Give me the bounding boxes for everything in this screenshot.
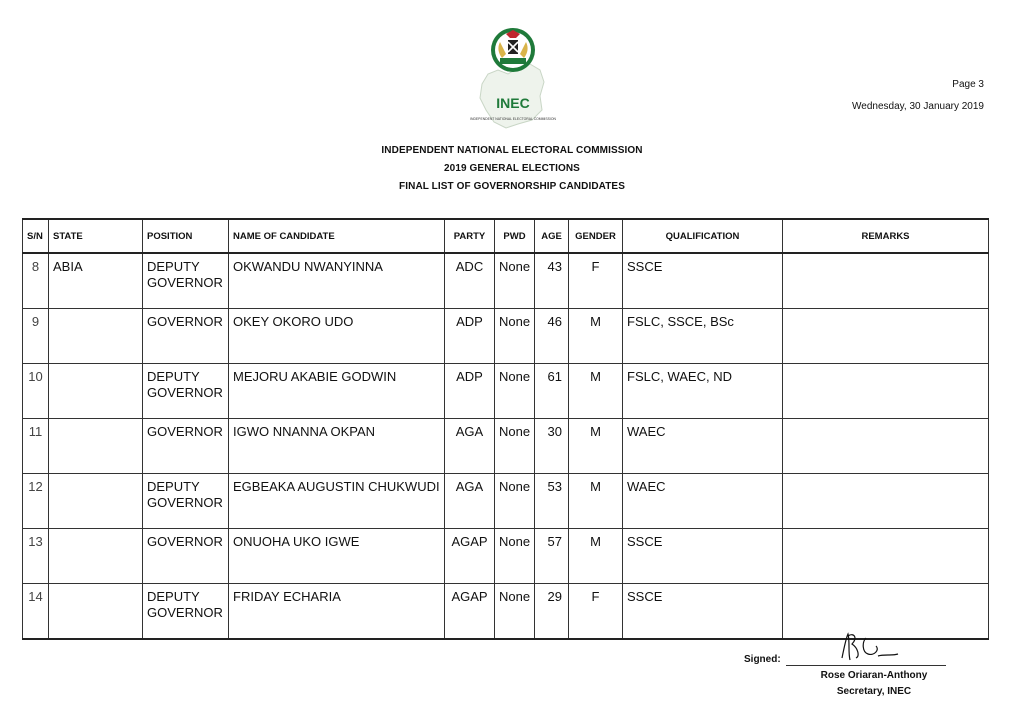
cell-qualification: FSLC, SSCE, BSc bbox=[623, 309, 783, 364]
header-party: PARTY bbox=[445, 219, 495, 253]
page-number: Page 3 bbox=[952, 79, 984, 90]
cell-gender: M bbox=[569, 364, 623, 419]
cell-name: OKEY OKORO UDO bbox=[229, 309, 445, 364]
cell-position bbox=[143, 529, 229, 584]
header-position: POSITION bbox=[143, 219, 229, 253]
cell-remarks bbox=[783, 253, 989, 309]
signed-label: Signed: bbox=[744, 654, 781, 665]
heading-elections: 2019 GENERAL ELECTIONS bbox=[444, 163, 580, 174]
header-name: NAME OF CANDIDATE bbox=[229, 219, 445, 253]
signer-title: Secretary, INEC bbox=[836, 686, 912, 697]
cell-sn: 10 bbox=[23, 364, 49, 419]
cell-position bbox=[143, 474, 229, 529]
position-line: DEPUTY bbox=[147, 259, 200, 274]
cell-state: ABIA bbox=[49, 253, 143, 309]
cell-position bbox=[143, 419, 229, 474]
cell-gender: M bbox=[569, 419, 623, 474]
cell-qualification: SSCE bbox=[623, 529, 783, 584]
cell-position bbox=[143, 253, 229, 309]
cell-name: IGWO NNANNA OKPAN bbox=[229, 419, 445, 474]
cell-gender: M bbox=[569, 529, 623, 584]
handwritten-signature bbox=[836, 628, 900, 664]
position-line: DEPUTY bbox=[147, 589, 200, 604]
position-line: GOVERNOR bbox=[147, 534, 223, 549]
cell-pwd: None bbox=[495, 419, 535, 474]
cell-sn: 14 bbox=[23, 584, 49, 640]
header-gender: GENDER bbox=[569, 219, 623, 253]
cell-name: MEJORU AKABIE GODWIN bbox=[229, 364, 445, 419]
logo-subtext: INDEPENDENT NATIONAL ELECTORAL COMMISSION bbox=[470, 117, 556, 121]
cell-gender: F bbox=[569, 253, 623, 309]
table-row bbox=[23, 474, 989, 529]
header-age: AGE bbox=[535, 219, 569, 253]
cell-name: EGBEAKA AUGUSTIN CHUKWUDI bbox=[229, 474, 445, 529]
inec-logo bbox=[470, 24, 556, 136]
cell-sn: 11 bbox=[23, 419, 49, 474]
cell-gender: M bbox=[569, 309, 623, 364]
cell-state bbox=[49, 584, 143, 640]
cell-name: OKWANDU NWANYINNA bbox=[229, 253, 445, 309]
cell-qualification: SSCE bbox=[623, 584, 783, 640]
cell-state bbox=[49, 419, 143, 474]
cell-position bbox=[143, 364, 229, 419]
cell-sn: 9 bbox=[23, 309, 49, 364]
cell-pwd: None bbox=[495, 529, 535, 584]
cell-age: 53 bbox=[535, 474, 569, 529]
cell-remarks bbox=[783, 474, 989, 529]
table-row bbox=[23, 364, 989, 419]
candidates-table bbox=[22, 218, 989, 640]
cell-position bbox=[143, 584, 229, 640]
heading-list-title: FINAL LIST OF GOVERNORSHIP CANDIDATES bbox=[399, 181, 625, 192]
cell-party: AGAP bbox=[445, 529, 495, 584]
header-sn: S/N bbox=[23, 219, 49, 253]
position-line: DEPUTY bbox=[147, 479, 200, 494]
cell-remarks bbox=[783, 529, 989, 584]
cell-sn: 13 bbox=[23, 529, 49, 584]
cell-position bbox=[143, 309, 229, 364]
cell-remarks bbox=[783, 364, 989, 419]
position-line: GOVERNOR bbox=[147, 605, 223, 620]
cell-state bbox=[49, 474, 143, 529]
cell-pwd: None bbox=[495, 584, 535, 640]
document-headings bbox=[0, 142, 1024, 196]
cell-name: ONUOHA UKO IGWE bbox=[229, 529, 445, 584]
cell-party: AGA bbox=[445, 474, 495, 529]
position-line: GOVERNOR bbox=[147, 314, 223, 329]
position-line: GOVERNOR bbox=[147, 424, 223, 439]
cell-party: ADC bbox=[445, 253, 495, 309]
header-qualification: QUALIFICATION bbox=[623, 219, 783, 253]
cell-pwd: None bbox=[495, 364, 535, 419]
cell-pwd: None bbox=[495, 309, 535, 364]
cell-party: ADP bbox=[445, 364, 495, 419]
header-state: STATE bbox=[49, 219, 143, 253]
cell-sn: 8 bbox=[23, 253, 49, 309]
cell-age: 61 bbox=[535, 364, 569, 419]
cell-remarks bbox=[783, 419, 989, 474]
table-header-row bbox=[23, 219, 989, 253]
cell-gender: F bbox=[569, 584, 623, 640]
cell-party: AGA bbox=[445, 419, 495, 474]
cell-state bbox=[49, 364, 143, 419]
position-line: GOVERNOR bbox=[147, 275, 223, 290]
cell-qualification: FSLC, WAEC, ND bbox=[623, 364, 783, 419]
cell-remarks bbox=[783, 309, 989, 364]
header-remarks: REMARKS bbox=[783, 219, 989, 253]
heading-commission: INDEPENDENT NATIONAL ELECTORAL COMMISSION bbox=[381, 145, 643, 156]
signer-name: Rose Oriaran-Anthony bbox=[820, 670, 928, 681]
page-meta bbox=[852, 74, 984, 118]
cell-age: 46 bbox=[535, 309, 569, 364]
cell-qualification: WAEC bbox=[623, 474, 783, 529]
table-row bbox=[23, 309, 989, 364]
cell-age: 43 bbox=[535, 253, 569, 309]
cell-state bbox=[49, 529, 143, 584]
position-line: GOVERNOR bbox=[147, 385, 223, 400]
cell-name: FRIDAY ECHARIA bbox=[229, 584, 445, 640]
cell-pwd: None bbox=[495, 474, 535, 529]
page-date: Wednesday, 30 January 2019 bbox=[852, 101, 984, 112]
position-line: DEPUTY bbox=[147, 369, 200, 384]
cell-pwd: None bbox=[495, 253, 535, 309]
position-line: GOVERNOR bbox=[147, 495, 223, 510]
cell-qualification: WAEC bbox=[623, 419, 783, 474]
header-pwd: PWD bbox=[495, 219, 535, 253]
signature-line bbox=[786, 665, 946, 666]
table-row bbox=[23, 419, 989, 474]
cell-state bbox=[49, 309, 143, 364]
cell-age: 30 bbox=[535, 419, 569, 474]
cell-gender: M bbox=[569, 474, 623, 529]
cell-party: ADP bbox=[445, 309, 495, 364]
cell-age: 57 bbox=[535, 529, 569, 584]
cell-age: 29 bbox=[535, 584, 569, 640]
cell-qualification: SSCE bbox=[623, 253, 783, 309]
cell-sn: 12 bbox=[23, 474, 49, 529]
table-row bbox=[23, 253, 989, 309]
table-row bbox=[23, 529, 989, 584]
logo-wordmark: INEC bbox=[496, 95, 530, 111]
cell-party: AGAP bbox=[445, 584, 495, 640]
